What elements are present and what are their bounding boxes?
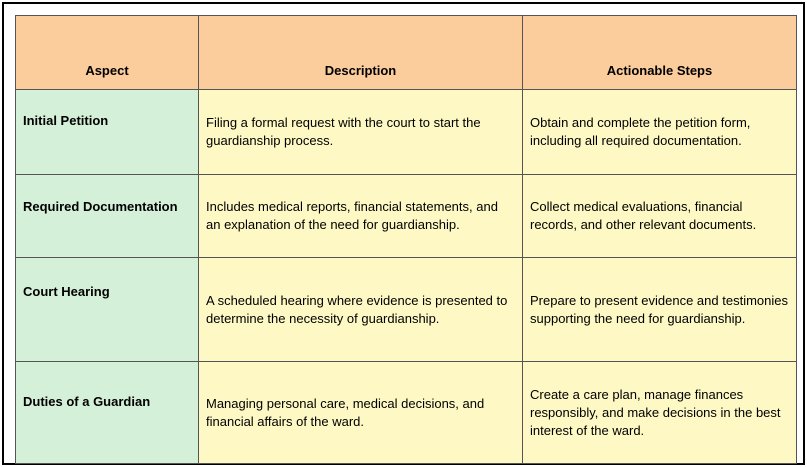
aspect-cell (16, 258, 199, 362)
steps-cell (523, 175, 797, 258)
table-row (16, 258, 797, 362)
header-row (16, 16, 797, 90)
aspect-cell (16, 362, 199, 464)
header-actionable-steps: Actionable Steps (523, 16, 797, 90)
description-text: A scheduled hearing where evidence is presented to determine the necessity of guardianship. (206, 292, 508, 326)
table-frame (2, 2, 805, 465)
aspect-label: Court Hearing (23, 283, 110, 299)
description-cell (199, 362, 523, 464)
aspect-cell (16, 175, 199, 258)
steps-cell (523, 90, 797, 175)
description-cell (199, 175, 523, 258)
table-row (16, 175, 797, 258)
steps-text: Collect medical evaluations, financial records, and other relevant documents. (530, 199, 757, 232)
aspect-cell (16, 90, 199, 175)
header-aspect: Aspect (16, 16, 199, 90)
steps-text: Obtain and complete the petition form, including all required documentation. (530, 115, 751, 148)
description-text: Managing personal care, medical decisions, and financial affairs of the ward. (206, 395, 485, 429)
description-cell (199, 90, 523, 175)
header-description: Description (199, 16, 523, 90)
table-row (16, 90, 797, 175)
steps-cell (523, 258, 797, 362)
steps-text: Create a care plan, manage finances responsibly, and make decisions in the best interest of the ward. (530, 386, 781, 438)
table-row (16, 362, 797, 464)
description-text: Filing a formal request with the court to start the guardianship process. (206, 115, 481, 148)
description-text: Includes medical reports, financial statements, and an explanation of the need for guardianship. (206, 199, 498, 232)
steps-cell (523, 362, 797, 464)
aspect-label: Initial Petition (23, 113, 109, 128)
aspect-label: Duties of a Guardian (23, 393, 151, 409)
steps-text: Prepare to present evidence and testimonies supporting the need for guardianship. (530, 292, 788, 326)
description-cell (199, 258, 523, 362)
aspect-label: Required Documentation (23, 199, 178, 214)
guardianship-table (15, 15, 797, 464)
